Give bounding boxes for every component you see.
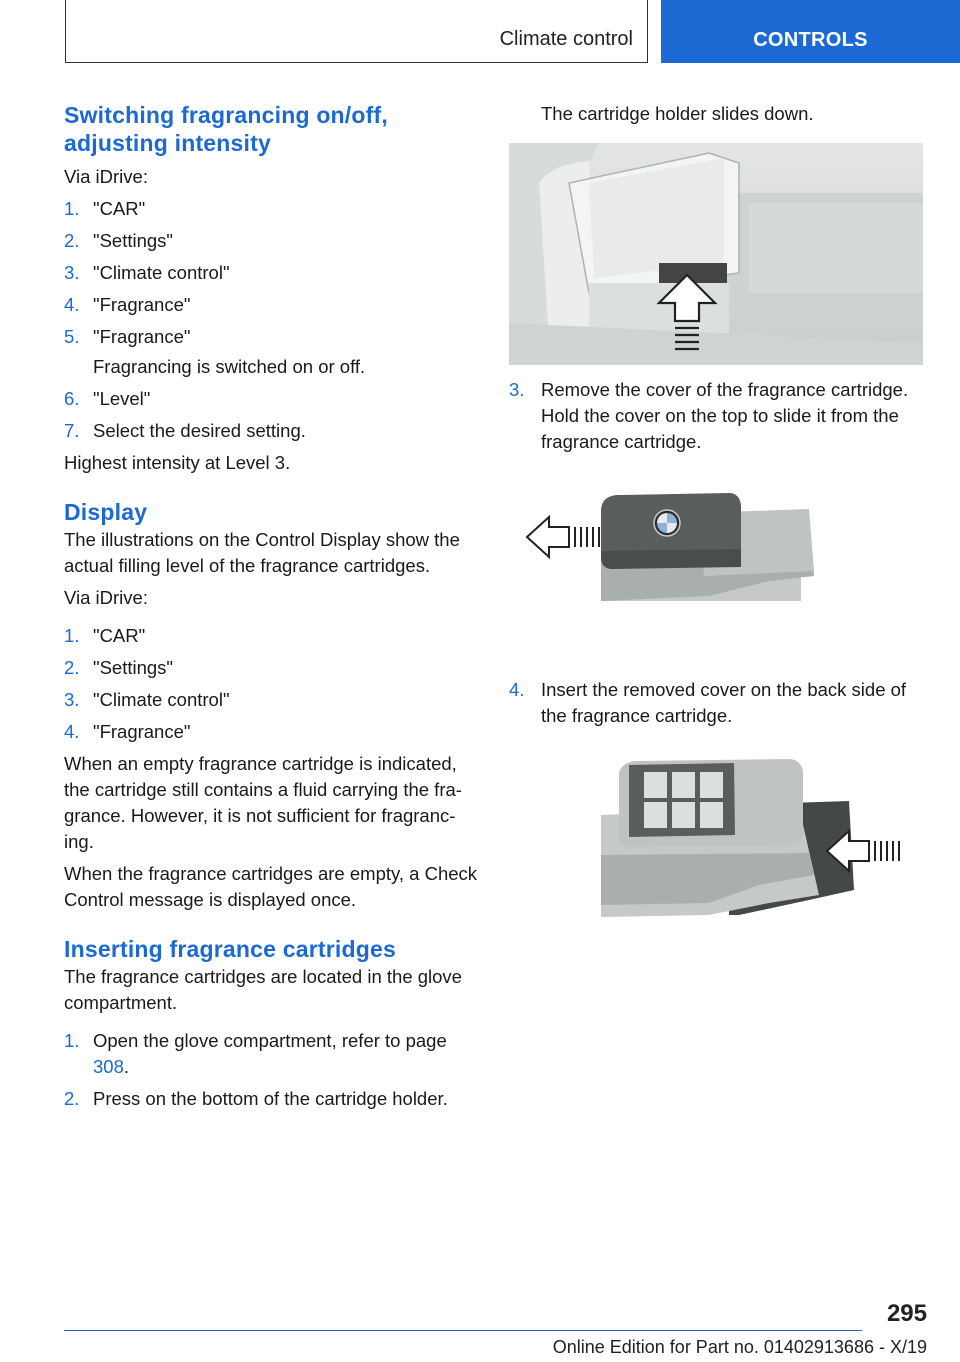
insert-cover-illustration xyxy=(509,735,923,955)
list-item: 3. Remove the cover of the fragrance cartridge. Hold the cover on the top to slide it from the fragrance cartridge. xyxy=(509,379,909,452)
display-paragraph: The illustrations on the Control Display show the actual filling level of the fragrance cartridges. xyxy=(64,529,460,576)
arrow-left-icon xyxy=(527,517,599,557)
page-link-308[interactable]: 308 xyxy=(93,1056,124,1077)
intro-text: Via iDrive: xyxy=(64,166,148,187)
steps-list-continued-2 xyxy=(509,677,925,729)
footer-divider xyxy=(64,1330,862,1331)
section-title: Climate control xyxy=(499,28,633,50)
list-item: 4. "Fragrance" xyxy=(64,721,191,742)
list-item: 1. "CAR" xyxy=(64,198,146,219)
outro-text: Highest intensity at Level 3. xyxy=(64,452,291,473)
list-item: 4. Insert the removed cover on the back side of the fragrance cartridge. xyxy=(509,679,907,726)
list-item: 1. "CAR" xyxy=(64,625,146,646)
step-note: Fragrancing is switched on or off. xyxy=(93,356,366,377)
list-item: 3. "Climate control" xyxy=(64,262,230,283)
list-item: 1. Open the glove compartment, refer to page 308. xyxy=(64,1030,447,1077)
header-section-box xyxy=(65,0,648,63)
heading-display: Display xyxy=(64,499,148,525)
check-control-paragraph: When the fragrance cartridges are empty, a Check Control message is displayed once. xyxy=(64,863,478,910)
bmw-logo-icon xyxy=(654,510,680,536)
list-item: 5. "Fragrance" xyxy=(64,326,191,347)
steps-list-fragrancing xyxy=(64,196,480,444)
page-number: 295 xyxy=(886,1300,927,1327)
footer-edition: Online Edition for Part no. 01402913686 - X/19 xyxy=(552,1337,927,1357)
empty-cartridge-paragraph: When an empty fragrance cartridge is indicated, the cartridge still contains a fluid carrying the fra-grance. However, it is not sufficient for fragranc-ing. xyxy=(64,753,462,852)
list-item: 7. Select the desired setting. xyxy=(64,420,306,441)
heading-switching-fragrancing: Switching fragrancing on/off, adjusting intensity xyxy=(64,102,388,156)
list-item: 6. "Level" xyxy=(64,388,151,409)
continuation-text: The cartridge holder slides down. xyxy=(541,103,814,124)
heading-inserting-cartridges: Inserting fragrance cartridges xyxy=(64,936,396,962)
steps-list-inserting xyxy=(64,1028,480,1112)
left-column xyxy=(64,101,480,1118)
list-item: 3. "Climate control" xyxy=(64,689,230,710)
intro-text: Via iDrive: xyxy=(64,587,148,608)
chapter-tab[interactable] xyxy=(661,0,960,63)
remove-cover-illustration xyxy=(509,461,923,671)
cartridge-holder-illustration xyxy=(509,143,923,365)
list-item: 2. "Settings" xyxy=(64,230,173,251)
steps-list-continued xyxy=(509,377,925,455)
cartridge-location-paragraph: The fragrance cartridges are located in the glove compartment. xyxy=(64,966,462,1013)
list-item: 2. Press on the bottom of the cartridge holder. xyxy=(64,1088,448,1109)
list-item: 2. "Settings" xyxy=(64,657,173,678)
steps-list-display xyxy=(64,623,480,745)
list-item: 4. "Fragrance" xyxy=(64,294,191,315)
right-column xyxy=(509,101,925,955)
chapter-tab-label: CONTROLS xyxy=(753,29,868,51)
